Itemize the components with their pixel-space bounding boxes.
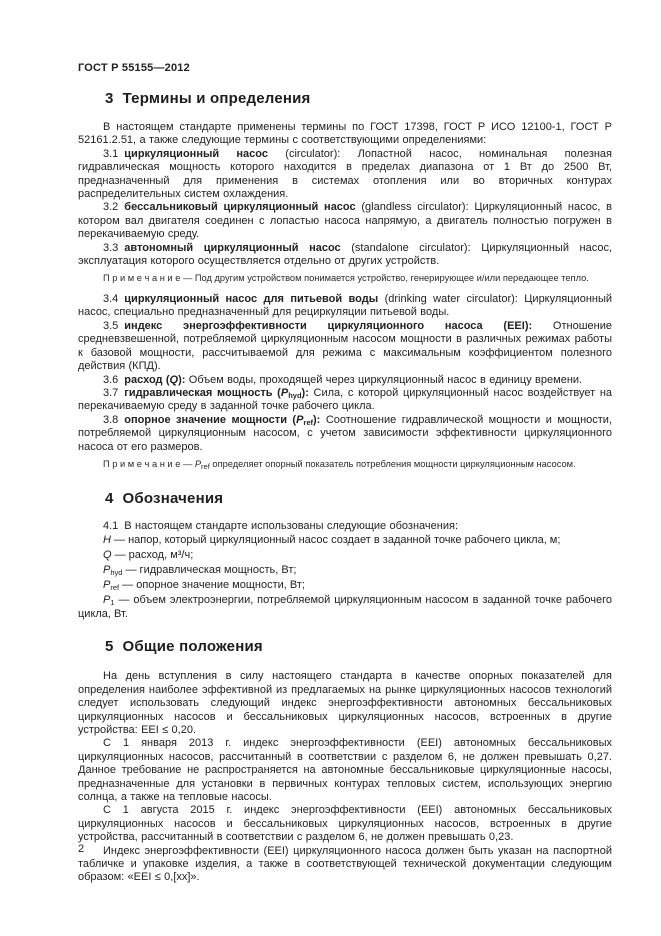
section-3-number: 3 bbox=[105, 90, 114, 107]
term-3-1 bbox=[78, 148, 612, 202]
clause-number: 4.1 bbox=[103, 519, 119, 532]
symbol-description: — напор, который циркуляционный насос создает в заданной точке рабочего цикла, м; bbox=[114, 533, 561, 546]
note-text: $P_{ref}$ определяет опорный показатель потребления мощности циркуляционным насосом. bbox=[194, 458, 576, 471]
section-3-title: Термины и определения bbox=[122, 90, 311, 107]
term-number: 3.2 bbox=[103, 201, 119, 214]
term-definition: Циркуляционный насос, специально предназначенный для рециркуляции питьевой воды. bbox=[78, 293, 613, 319]
term-definition: Объем воды, проходящей через циркуляционный насос в единицу времени. bbox=[188, 373, 583, 386]
symbol-line-Pref bbox=[78, 578, 612, 593]
term-name: циркуляционный насос bbox=[124, 147, 268, 160]
term-english: (circulator): bbox=[285, 147, 341, 160]
clause-text: В настоящем стандарте использованы следующие обозначения: bbox=[124, 519, 458, 532]
section-5-title: Общие положения bbox=[122, 638, 263, 656]
term-3-7 bbox=[78, 387, 612, 414]
note-after-3-8 bbox=[78, 459, 612, 471]
section-4-number: 4 bbox=[105, 489, 114, 507]
term-number: 3.1 bbox=[103, 147, 119, 160]
term-definition: Соотношение гидравлической мощности и мощности, потребляемой циркуляционным насосом, с учетом зависимости эффективности циркуляционного насоса от его размеров. bbox=[78, 413, 613, 453]
general-paragraph-2: С 1 января 2013 г. индекс энергоэффективности (EEI) автономных бессальниковых циркуляционных насосов, рассчитанный в соответствии с разделом 6, не должен превышать 0,27. Данное требование не распространяется на автономные бессальниковые циркуляционные насосы, предназначенные для установки в первичных контурах тепловых систем, использующих энергию солнца, а также на тепловые насосы. bbox=[78, 737, 612, 804]
general-paragraph-1: На день вступления в силу настоящего стандарта в качестве опорных показателей для определения наиболее эффективной из предлагаемых на рынке циркуляционных насосов технологий следует использовать следующий индекс энергоэффективности автономных бессальниковых циркуляционных насосов и бессальниковых циркуляционных насосов, встроенных в другие устройства: EEI ≤ 0,20. bbox=[78, 670, 612, 736]
page-number: 2 bbox=[78, 843, 85, 855]
symbol-line-Phyd bbox=[78, 563, 612, 578]
term-english: (drinking water circulator): bbox=[384, 293, 518, 306]
symbol-description: — расход, м³/ч; bbox=[114, 548, 194, 561]
term-definition: Циркуляционный насос, в котором вал двигателя соединен с лопастью насоса напрямую, а двигатель полностью погружен в перекачиваемую среду. bbox=[78, 201, 612, 241]
symbol: $P_{ref}$ bbox=[103, 578, 120, 592]
symbol: $P_1$ bbox=[103, 593, 115, 607]
term-3-5 bbox=[78, 320, 612, 374]
term-3-3 bbox=[78, 242, 612, 269]
term-english: (glandless circulator): bbox=[361, 201, 469, 214]
note-label: П р и м е ч а н и е — bbox=[103, 458, 193, 469]
note-text: Под другим устройством понимается устройство, генерирующее и/или передающее тепло. bbox=[194, 273, 589, 284]
term-name: бессальниковый циркуляционный насос bbox=[124, 201, 356, 214]
term-english: (standalone circulator): bbox=[351, 241, 471, 254]
symbol-description: — опорное значение мощности, Вт; bbox=[122, 578, 305, 591]
symbol: H bbox=[103, 533, 111, 546]
term-3-8 bbox=[78, 414, 612, 454]
term-name: опорное значение мощности $(P_{ref})$: bbox=[124, 413, 321, 427]
symbol: $P_{hyd}$ bbox=[103, 563, 123, 577]
section-4-heading bbox=[105, 490, 612, 507]
symbol-line-Q bbox=[78, 548, 612, 563]
general-paragraph-4: Индекс энергоэффективности (EEI) циркуляционного насоса должен быть указан на паспортной табличке и упаковке изделия, а также в соответствующей технической документации следующим образом: «EEI ≤ 0,[xx]». bbox=[78, 844, 612, 884]
term-number: 3.4 bbox=[103, 293, 119, 306]
term-definition: Отношение средневзвешенной, потребляемой циркуляционным насосом мощности в различных режимах работы к базовой мощности, рассчитываемой для режима с максимальным коэффициентом полезного действия (КПД). bbox=[78, 319, 612, 373]
term-name: расход (Q): bbox=[124, 373, 186, 386]
term-definition: Циркуляционный насос, эксплуатация которого осуществляется отдельно от других устройств. bbox=[78, 241, 613, 268]
symbol: Q bbox=[103, 548, 112, 561]
term-number: 3.6 bbox=[103, 373, 119, 386]
symbols-intro-paragraph bbox=[78, 520, 612, 533]
symbol-line-P1 bbox=[78, 593, 612, 623]
symbol-line-H bbox=[78, 533, 612, 548]
term-number: 3.7 bbox=[103, 386, 119, 399]
term-name: автономный циркуляционный насос bbox=[124, 241, 341, 254]
general-paragraph-3: С 1 августа 2015 г. индекс энергоэффективности (EEI) автономных бессальниковых циркуляционных насосов и бессальниковых циркуляционных насосов, встроенных в другие устройства, рассчитанный в соответствии с разделом 6, не должен превышать 0,23. bbox=[78, 804, 612, 844]
term-3-6 bbox=[78, 374, 612, 387]
term-number: 3.8 bbox=[103, 413, 119, 426]
symbol-description: — гидравлическая мощность, Вт; bbox=[125, 563, 297, 576]
term-name: индекс энергоэффективности циркуляционного насоса (EEI): bbox=[124, 319, 533, 332]
section-4-title: Обозначения bbox=[122, 489, 224, 507]
term-3-4 bbox=[78, 293, 612, 320]
note-after-3-3 bbox=[78, 273, 612, 285]
term-definition: Лопастной насос, номинальная полезная гидравлическая мощность которого находится в пределах диапазона от 1 Вт до 2500 Вт, предназначенный для применения в системах отопления или во вторичных контурах распределительных систем охлаждения. bbox=[78, 147, 613, 201]
section-3-heading bbox=[105, 90, 612, 107]
document-code: ГОСТ Р 55155—2012 bbox=[78, 62, 190, 74]
term-number: 3.5 bbox=[103, 319, 119, 332]
section-5-heading bbox=[105, 638, 612, 655]
term-name: циркуляционный насос для питьевой воды bbox=[124, 293, 379, 306]
section-5-number: 5 bbox=[105, 638, 114, 656]
term-name: гидравлическая мощность $(P_{hyd})$: bbox=[124, 386, 309, 400]
term-definition: Сила, с которой циркуляционный насос воздействует на перекачиваемую среду в заданной точке рабочего цикла. bbox=[78, 386, 613, 413]
symbol-description: — объем электроэнергии, потребляемой циркуляционным насосом в заданной точке рабочего цикла, Вт. bbox=[78, 593, 613, 621]
terms-intro-paragraph: В настоящем стандарте применены термины по ГОСТ 17398, ГОСТ Р ИСО 12100-1, ГОСТ Р 52161.2.51, а также следующие термины с соответствующими определениями: bbox=[78, 121, 612, 147]
term-number: 3.3 bbox=[103, 241, 119, 254]
note-label: П р и м е ч а н и е — bbox=[103, 273, 193, 284]
term-3-2 bbox=[78, 201, 612, 241]
